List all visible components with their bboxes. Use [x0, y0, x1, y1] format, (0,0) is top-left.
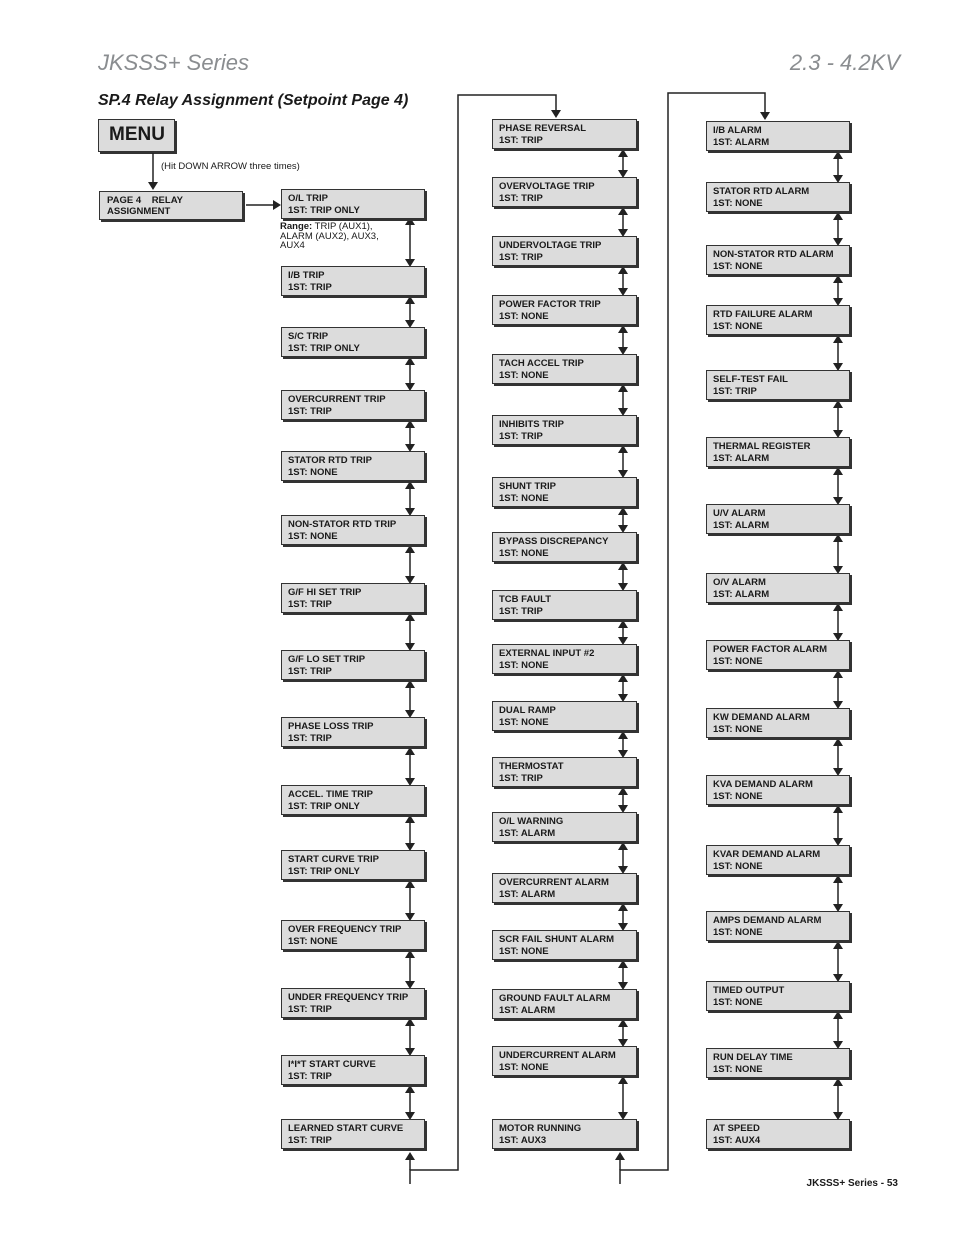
setpoint-name: AT SPEED — [713, 1123, 760, 1134]
setpoint-name: NON-STATOR RTD TRIP — [288, 519, 397, 530]
setpoint-name: OVERCURRENT TRIP — [288, 394, 386, 405]
setpoint-value: 1ST: ALARM — [499, 1004, 556, 1016]
setpoint-name: O/V ALARM — [713, 577, 766, 588]
setpoint-value: 1ST: NONE — [288, 466, 338, 478]
setpoint-value: 1ST: ALARM — [499, 827, 556, 839]
setpoint-value: 1ST: TRIP — [499, 134, 543, 146]
header-series: JKSSS+ Series — [98, 50, 250, 75]
setpoint-box-stator-rtd-alarm — [706, 182, 850, 212]
setpoint-value: 1ST: NONE — [713, 926, 763, 938]
setpoint-name: UNDERVOLTAGE TRIP — [499, 240, 602, 251]
setpoint-box-external-input-2 — [492, 644, 637, 674]
setpoint-name: DUAL RAMP — [499, 705, 556, 716]
setpoint-name: G/F HI SET TRIP — [288, 587, 362, 598]
setpoint-value: 1ST: TRIP ONLY — [288, 204, 360, 216]
setpoint-box-kvar-demand-alarm — [706, 845, 850, 875]
setpoint-name: O/L TRIP — [288, 193, 328, 204]
setpoint-value: 1ST: NONE — [499, 547, 549, 559]
setpoint-value: 1ST: TRIP — [288, 732, 332, 744]
setpoint-box-i-b-trip — [281, 266, 425, 296]
setpoint-value: 1ST: TRIP — [499, 192, 543, 204]
setpoint-value: 1ST: NONE — [713, 260, 763, 272]
setpoint-value: 1ST: NONE — [713, 723, 763, 735]
setpoint-value: 1ST: TRIP — [499, 430, 543, 442]
setpoint-name: OVER FREQUENCY TRIP — [288, 924, 402, 935]
setpoint-box-phase-reversal — [492, 119, 637, 149]
setpoint-box-run-delay-time — [706, 1048, 850, 1078]
setpoint-name: POWER FACTOR ALARM — [713, 644, 827, 655]
setpoint-box-under-frequency-trip — [281, 988, 425, 1018]
range-label: Range: — [280, 221, 313, 232]
setpoint-name: O/L WARNING — [499, 816, 564, 827]
setpoint-value: 1ST: NONE — [713, 320, 763, 332]
setpoint-value: 1ST: NONE — [713, 197, 763, 209]
setpoint-name: SHUNT TRIP — [499, 481, 556, 492]
setpoint-box-non-stator-rtd-trip — [281, 515, 425, 545]
setpoint-box-overvoltage-trip — [492, 177, 637, 207]
setpoint-value: 1ST: TRIP ONLY — [288, 800, 360, 812]
setpoint-value: 1ST: ALARM — [713, 519, 770, 531]
header-voltage: 2.3 - 4.2KV — [789, 50, 900, 75]
setpoint-name: I/B ALARM — [713, 125, 762, 136]
setpoint-value: 1ST: ALARM — [713, 452, 770, 464]
setpoint-name: S/C TRIP — [288, 331, 329, 342]
setpoint-box-thermal-register — [706, 437, 850, 467]
setpoint-value: 1ST: TRIP — [288, 598, 332, 610]
setpoint-name: KVAR DEMAND ALARM — [713, 849, 821, 860]
setpoint-name: THERMOSTAT — [499, 761, 564, 772]
setpoint-value: 1ST: NONE — [713, 655, 763, 667]
setpoint-name: LEARNED START CURVE — [288, 1123, 404, 1134]
setpoint-value: 1ST: TRIP ONLY — [288, 865, 360, 877]
setpoint-value: 1ST: TRIP — [499, 772, 543, 784]
setpoint-value: 1ST: TRIP — [288, 665, 332, 677]
setpoint-name: EXTERNAL INPUT #2 — [499, 648, 595, 659]
setpoint-name: RUN DELAY TIME — [713, 1052, 793, 1063]
setpoint-name: STATOR RTD ALARM — [713, 186, 810, 197]
setpoint-name: PHASE LOSS TRIP — [288, 721, 374, 732]
setpoint-box-i-b-alarm — [706, 121, 850, 151]
setpoint-name: OVERVOLTAGE TRIP — [499, 181, 595, 192]
range-text: TRIP (AUX1), ALARM (AUX2), AUX3, AUX4 — [280, 221, 379, 251]
setpoint-value: 1ST: AUX3 — [499, 1134, 547, 1146]
setpoint-value: 1ST: NONE — [499, 1061, 549, 1073]
setpoint-value: 1ST: NONE — [499, 310, 549, 322]
setpoint-box-start-curve-trip — [281, 850, 425, 880]
setpoint-name: THERMAL REGISTER — [713, 441, 811, 452]
setpoint-value: 1ST: ALARM — [713, 136, 770, 148]
setpoint-value: 1ST: TRIP — [288, 1070, 332, 1082]
setpoint-box-phase-loss-trip — [281, 717, 425, 747]
setpoint-value: 1ST: ALARM — [499, 888, 556, 900]
setpoint-box-learned-start-curve — [281, 1119, 425, 1149]
page-footer: JKSSS+ Series - 53 — [806, 1178, 898, 1189]
setpoint-name: BYPASS DISCREPANCY — [499, 536, 609, 547]
setpoint-name: U/V ALARM — [713, 508, 766, 519]
setpoint-box-amps-demand-alarm — [706, 911, 850, 941]
setpoint-name: ACCEL. TIME TRIP — [288, 789, 373, 800]
setpoint-box-shunt-trip — [492, 477, 637, 507]
setpoint-box-power-factor-alarm — [706, 640, 850, 670]
setpoint-box-kw-demand-alarm — [706, 708, 850, 738]
setpoint-name: UNDER FREQUENCY TRIP — [288, 992, 409, 1003]
setpoint-box-overcurrent-alarm — [492, 873, 637, 903]
setpoint-value: 1ST: TRIP ONLY — [288, 342, 360, 354]
setpoint-name: G/F LO SET TRIP — [288, 654, 366, 665]
setpoint-name: RTD FAILURE ALARM — [713, 309, 813, 320]
setpoint-box-o-l-warning — [492, 812, 637, 842]
setpoint-box-overcurrent-trip — [281, 390, 425, 420]
setpoint-name: I/B TRIP — [288, 270, 325, 281]
setpoint-name: TIMED OUTPUT — [713, 985, 785, 996]
setpoint-box-inhibits-trip — [492, 415, 637, 445]
setpoint-box-tcb-fault — [492, 590, 637, 620]
page-box-line2: ASSIGNMENT — [107, 206, 171, 217]
setpoint-name: POWER FACTOR TRIP — [499, 299, 601, 310]
setpoint-value: 1ST: ALARM — [713, 588, 770, 600]
setpoint-box-o-l-trip — [281, 189, 425, 219]
setpoint-name: NON-STATOR RTD ALARM — [713, 249, 834, 260]
setpoint-name: I*I*T START CURVE — [288, 1059, 376, 1070]
setpoint-box-tach-accel-trip — [492, 354, 637, 384]
setpoint-box-at-speed — [706, 1119, 850, 1149]
setpoint-name: KW DEMAND ALARM — [713, 712, 810, 723]
setpoint-value: 1ST: NONE — [713, 860, 763, 872]
setpoint-box-undercurrent-alarm — [492, 1046, 637, 1076]
setpoint-box-g-f-hi-set-trip — [281, 583, 425, 613]
setpoint-value: 1ST: NONE — [288, 530, 338, 542]
setpoint-name: SELF-TEST FAIL — [713, 374, 788, 385]
setpoint-name: OVERCURRENT ALARM — [499, 877, 609, 888]
setpoint-value: 1ST: TRIP — [713, 385, 757, 397]
setpoint-name: UNDERCURRENT ALARM — [499, 1050, 616, 1061]
setpoint-box-s-c-trip — [281, 327, 425, 357]
setpoint-value: 1ST: NONE — [713, 790, 763, 802]
page-box-line1: PAGE 4 RELAY — [107, 195, 184, 206]
setpoint-box-ground-fault-alarm — [492, 989, 637, 1019]
setpoint-name: STATOR RTD TRIP — [288, 455, 372, 466]
setpoint-value: 1ST: TRIP — [288, 1134, 332, 1146]
setpoint-value: 1ST: NONE — [499, 369, 549, 381]
setpoint-box-g-f-lo-set-trip — [281, 650, 425, 680]
setpoint-name: SCR FAIL SHUNT ALARM — [499, 934, 615, 945]
setpoint-value: 1ST: TRIP — [288, 405, 332, 417]
setpoint-box-non-stator-rtd-alarm — [706, 245, 850, 275]
setpoint-name: AMPS DEMAND ALARM — [713, 915, 822, 926]
setpoint-name: KVA DEMAND ALARM — [713, 779, 813, 790]
setpoint-value: 1ST: NONE — [499, 945, 549, 957]
setpoint-value: 1ST: NONE — [288, 935, 338, 947]
setpoint-name: GROUND FAULT ALARM — [499, 993, 611, 1004]
setpoint-value: 1ST: NONE — [713, 1063, 763, 1075]
setpoint-box-rtd-failure-alarm — [706, 305, 850, 335]
setpoint-box-over-frequency-trip — [281, 920, 425, 950]
setpoint-value: 1ST: NONE — [713, 996, 763, 1008]
setpoint-value: 1ST: TRIP — [499, 605, 543, 617]
section-title: SP.4 Relay Assignment (Setpoint Page 4) — [98, 92, 409, 109]
setpoint-box-undervoltage-trip — [492, 236, 637, 266]
setpoint-value: 1ST: NONE — [499, 492, 549, 504]
setpoint-name: MOTOR RUNNING — [499, 1123, 582, 1134]
setpoint-name: TCB FAULT — [499, 594, 552, 605]
setpoint-value: 1ST: AUX4 — [713, 1134, 761, 1146]
setpoint-box-stator-rtd-trip — [281, 451, 425, 481]
setpoint-box-power-factor-trip — [492, 295, 637, 325]
setpoint-box-u-v-alarm — [706, 504, 850, 534]
setpoint-box-motor-running — [492, 1119, 637, 1149]
setpoint-box-dual-ramp — [492, 701, 637, 731]
setpoint-value: 1ST: NONE — [499, 659, 549, 671]
setpoint-name: PHASE REVERSAL — [499, 123, 587, 134]
setpoint-box-thermostat — [492, 757, 637, 787]
setpoint-box-bypass-discrepancy — [492, 532, 637, 562]
menu-hint: (Hit DOWN ARROW three times) — [161, 161, 300, 172]
setpoint-box-scr-fail-shunt-alarm — [492, 930, 637, 960]
setpoint-box-self-test-fail — [706, 370, 850, 400]
setpoint-box-timed-output — [706, 981, 850, 1011]
setpoint-value: 1ST: NONE — [499, 716, 549, 728]
setpoint-box-o-v-alarm — [706, 573, 850, 603]
setpoint-value: 1ST: TRIP — [288, 1003, 332, 1015]
setpoint-value: 1ST: TRIP — [288, 281, 332, 293]
setpoint-name: START CURVE TRIP — [288, 854, 379, 865]
setpoint-box-i-i-t-start-curve — [281, 1055, 425, 1085]
setpoint-box-kva-demand-alarm — [706, 775, 850, 805]
menu-button: MENU — [98, 119, 175, 152]
setpoint-name: TACH ACCEL TRIP — [499, 358, 584, 369]
setpoint-value: 1ST: TRIP — [499, 251, 543, 263]
setpoint-box-accel-time-trip — [281, 785, 425, 815]
setpoint-name: INHIBITS TRIP — [499, 419, 564, 430]
